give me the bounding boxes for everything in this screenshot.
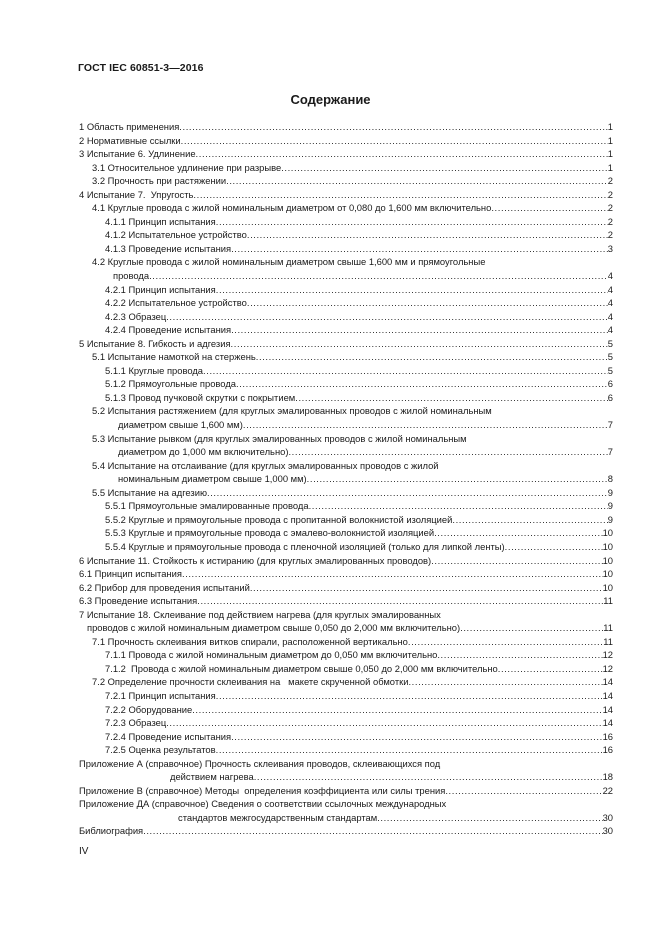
- toc-entry[interactable]: [79, 486, 613, 500]
- toc-page-number: 14: [602, 689, 613, 701]
- toc-entry-text: 7.2.2 Оборудование: [105, 703, 193, 715]
- toc-leader-dots: [166, 716, 602, 730]
- toc-page-number: 2: [607, 229, 613, 241]
- toc-page-number: 14: [602, 676, 613, 688]
- document-header: ГОСТ IEC 60851-3—2016: [78, 62, 204, 74]
- toc-page-number: 10: [602, 568, 613, 580]
- toc-entry-text: 5.5.4 Круглые и прямоугольные провода с пленочной изоляцией (только для липкой ленты): [105, 540, 505, 552]
- toc-leader-dots: [256, 350, 608, 364]
- toc-entry-text: 2 Нормативные ссылки: [79, 134, 181, 146]
- toc-entry-text: 4.2.4 Проведение испытания: [105, 324, 232, 336]
- toc-entry-text: 4.2.2 Испытательное устройство: [105, 297, 247, 309]
- toc-entry[interactable]: [79, 526, 613, 540]
- toc-page-number: 11: [603, 635, 613, 647]
- toc-entry[interactable]: [79, 188, 613, 202]
- toc-entry-text: Приложение А (справочное) Прочность склеивания проводов, склеивающихся под: [79, 757, 441, 769]
- toc-entry[interactable]: [79, 364, 613, 378]
- toc-entry-text: 5.3 Испытание рывком (для круглых эмалированных проводов с жилой номинальным: [92, 432, 467, 444]
- toc-entry[interactable]: [79, 323, 613, 337]
- toc-entry-text: 4.1 Круглые провода с жилой номинальным диаметром от 0,080 до 1,600 мм включительно: [92, 202, 492, 214]
- toc-page-number: 10: [602, 540, 613, 552]
- toc-entry-text: 7.2.3 Образец: [105, 717, 167, 729]
- toc-entry-text: 5.1.2 Прямоугольные провода: [105, 378, 237, 390]
- toc-entry-text: 5.5.2 Круглые и прямоугольные провода с пропитанной волокнистой изоляцией: [105, 513, 453, 525]
- toc-leader-dots: [254, 770, 603, 784]
- toc-entry[interactable]: [79, 499, 613, 513]
- toc-entry[interactable]: [79, 432, 613, 459]
- toc-entry[interactable]: [79, 161, 613, 175]
- toc-entry-text: диаметром до 1,000 мм включительно): [118, 446, 289, 458]
- toc-entry[interactable]: [79, 377, 613, 391]
- toc-entry[interactable]: [79, 581, 613, 595]
- toc-entry[interactable]: [79, 716, 613, 730]
- toc-page-number: 1: [607, 148, 613, 160]
- toc-entry-text: 5.1.3 Провод пучковой скрутки с покрытием: [105, 391, 296, 403]
- toc-entry-text: 5.5 Испытание на адгезию: [92, 486, 207, 498]
- toc-page-number: 18: [602, 771, 613, 783]
- toc-entry-text: 5.1.1 Круглые провода: [105, 364, 204, 376]
- toc-entry[interactable]: [79, 648, 613, 662]
- toc-entry[interactable]: [79, 567, 613, 581]
- toc-entry-text: Библиография: [79, 825, 144, 837]
- page-number: IV: [79, 846, 89, 857]
- toc-entry[interactable]: [79, 134, 613, 148]
- toc-entry-text: 6.1 Принцип испытания: [79, 568, 182, 580]
- toc-page-number: 10: [602, 581, 613, 593]
- table-of-contents: [79, 120, 613, 838]
- toc-page-number: 9: [607, 513, 613, 525]
- toc-leader-dots: [149, 269, 608, 283]
- toc-leader-dots: [236, 377, 608, 391]
- toc-entry-text: 6.3 Проведение испытания: [79, 595, 198, 607]
- toc-entry[interactable]: [79, 554, 613, 568]
- toc-entry-text: 6 Испытание 11. Стойкость к истиранию (для круглых эмалированных проводов): [79, 554, 432, 566]
- toc-page-number: 7: [607, 419, 613, 431]
- toc-entry-text: 7.1.2 Провода с жилой номинальным диаметром свыше 0,050 до 2,000 мм включительно: [105, 662, 498, 674]
- toc-page-number: 8: [607, 473, 613, 485]
- toc-page-number: 11: [603, 622, 613, 634]
- toc-leader-dots: [192, 703, 602, 717]
- toc-page-number: 11: [603, 595, 613, 607]
- toc-entry[interactable]: [79, 404, 613, 431]
- toc-leader-dots: [193, 188, 607, 202]
- toc-leader-dots: [231, 242, 608, 256]
- toc-leader-dots: [216, 689, 603, 703]
- toc-page-number: 6: [607, 378, 613, 390]
- toc-page-number: 3: [607, 242, 613, 254]
- toc-entry-text: провода: [113, 270, 150, 282]
- toc-leader-dots: [434, 526, 602, 540]
- toc-page-number: 12: [602, 662, 613, 674]
- toc-leader-dots: [243, 418, 608, 432]
- toc-leader-dots: [179, 120, 607, 134]
- toc-leader-dots: [295, 391, 608, 405]
- toc-entry[interactable]: [79, 350, 613, 364]
- toc-entry-text: 5.5.3 Круглые и прямоугольные провода с эмалево-волокнистой изоляцией: [105, 527, 435, 539]
- toc-entry[interactable]: [79, 120, 613, 134]
- toc-page-number: 10: [602, 554, 613, 566]
- toc-entry-text: Приложение ДА (справочное) Сведения о соответствии ссылочных международных: [79, 798, 447, 810]
- toc-leader-dots: [505, 540, 603, 554]
- toc-leader-dots: [309, 499, 608, 513]
- toc-page-number: 22: [602, 784, 613, 796]
- toc-page-number: 4: [607, 270, 613, 282]
- toc-leader-dots: [181, 134, 608, 148]
- toc-page-number: 4: [607, 297, 613, 309]
- toc-entry[interactable]: [79, 310, 613, 324]
- toc-entry-text: 4.2.1 Принцип испытания: [105, 283, 216, 295]
- toc-entry-text: 7.2.4 Проведение испытания: [105, 730, 232, 742]
- toc-entry[interactable]: [79, 594, 613, 608]
- toc-entry-text: 4 Испытание 7. Упругость: [79, 188, 194, 200]
- toc-entry[interactable]: [79, 391, 613, 405]
- toc-entry-text: 4.2.3 Образец: [105, 310, 167, 322]
- toc-entry-text: 7 Испытание 18. Склеивание под действием нагрева (для круглых эмалированных: [79, 608, 441, 620]
- toc-entry-text: 5.2 Испытания растяжением (для круглых эмалированных проводов с жилой номинальным: [92, 405, 492, 417]
- toc-leader-dots: [498, 662, 603, 676]
- toc-page-number: 4: [607, 283, 613, 295]
- toc-entry-text: Приложение В (справочное) Методы определения коэффициента или силы трения: [79, 784, 446, 796]
- toc-entry[interactable]: [79, 201, 613, 215]
- toc-leader-dots: [166, 310, 608, 324]
- toc-leader-dots: [216, 283, 608, 297]
- toc-entry[interactable]: [79, 703, 613, 717]
- toc-leader-dots: [288, 445, 607, 459]
- toc-page-number: 14: [602, 703, 613, 715]
- toc-page-number: 9: [607, 500, 613, 512]
- toc-page-number: 2: [607, 188, 613, 200]
- toc-entry[interactable]: [79, 730, 613, 744]
- toc-page-number: 6: [607, 391, 613, 403]
- toc-leader-dots: [143, 824, 602, 838]
- toc-leader-dots: [226, 174, 608, 188]
- toc-entry[interactable]: [79, 635, 613, 649]
- toc-page-number: 2: [607, 175, 613, 187]
- toc-entry-text: диаметром свыше 1,600 мм): [118, 419, 243, 431]
- toc-leader-dots: [491, 201, 607, 215]
- toc-entry[interactable]: [79, 784, 613, 798]
- toc-page-number: 4: [607, 324, 613, 336]
- toc-leader-dots: [452, 513, 607, 527]
- toc-page-number: 12: [602, 649, 613, 661]
- toc-entry[interactable]: [79, 824, 613, 838]
- toc-entry-text: 5.1 Испытание намоткой на стержень: [92, 351, 256, 363]
- toc-entry-text: действием нагрева: [170, 771, 254, 783]
- toc-leader-dots: [460, 621, 603, 635]
- toc-title: Содержание: [290, 92, 371, 107]
- toc-entry-text: 7.1.1 Провода с жилой номинальным диаметром до 0,050 мм включительно: [105, 649, 438, 661]
- toc-entry[interactable]: [79, 513, 613, 527]
- toc-leader-dots: [408, 635, 603, 649]
- toc-entry[interactable]: [79, 242, 613, 256]
- toc-entry-text: 7.2 Определение прочности склеивания на макете скрученной обмотки: [92, 676, 409, 688]
- toc-leader-dots: [231, 337, 608, 351]
- toc-page-number: 2: [607, 202, 613, 214]
- toc-entry[interactable]: [79, 215, 613, 229]
- toc-leader-dots: [216, 215, 608, 229]
- toc-entry[interactable]: [79, 228, 613, 242]
- toc-leader-dots: [231, 730, 603, 744]
- toc-entry[interactable]: [79, 459, 613, 486]
- toc-entry-text: 5.4 Испытание на отслаивание (для круглых эмалированных проводов с жилой: [92, 459, 439, 471]
- toc-leader-dots: [207, 486, 608, 500]
- toc-entry[interactable]: [79, 296, 613, 310]
- toc-leader-dots: [247, 296, 608, 310]
- toc-entry-text: 5.5.1 Прямоугольные эмалированные провода: [105, 500, 309, 512]
- toc-entry[interactable]: [79, 174, 613, 188]
- toc-leader-dots: [247, 228, 608, 242]
- toc-entry[interactable]: [79, 743, 613, 757]
- toc-leader-dots: [431, 554, 602, 568]
- toc-page-number: 2: [607, 215, 613, 227]
- toc-page-number: 10: [602, 527, 613, 539]
- toc-leader-dots: [250, 581, 603, 595]
- toc-page-number: 1: [607, 161, 613, 173]
- toc-leader-dots: [231, 323, 608, 337]
- toc-leader-dots: [445, 784, 602, 798]
- toc-page-number: 7: [607, 446, 613, 458]
- toc-entry[interactable]: [79, 540, 613, 554]
- toc-entry[interactable]: [79, 255, 613, 282]
- toc-entry[interactable]: [79, 675, 613, 689]
- toc-entry-text: 5 Испытание 8. Гибкость и адгезия: [79, 337, 231, 349]
- toc-entry-text: 4.2 Круглые провода с жилой номинальным диаметром свыше 1,600 мм и прямоугольные: [92, 256, 486, 268]
- toc-entry-text: 3 Испытание 6. Удлинение: [79, 148, 196, 160]
- toc-page-number: 5: [607, 337, 613, 349]
- toc-leader-dots: [197, 594, 603, 608]
- toc-leader-dots: [182, 567, 603, 581]
- toc-entry[interactable]: [79, 283, 613, 297]
- toc-page-number: 16: [602, 730, 613, 742]
- toc-page-number: 1: [607, 134, 613, 146]
- toc-entry-text: 7.2.5 Оценка результатов: [105, 744, 216, 756]
- toc-entry[interactable]: [79, 147, 613, 161]
- toc-page-number: 1: [607, 121, 613, 132]
- toc-page-number: 5: [607, 351, 613, 363]
- toc-entry[interactable]: [79, 689, 613, 703]
- toc-page-number: 5: [607, 364, 613, 376]
- toc-leader-dots: [408, 675, 602, 689]
- toc-page-number: 30: [602, 825, 613, 837]
- toc-entry[interactable]: [79, 608, 613, 635]
- toc-entry-text: 4.1.3 Проведение испытания: [105, 242, 232, 254]
- toc-entry[interactable]: [79, 797, 613, 824]
- toc-entry-text: 3.1 Относительное удлинение при разрыве: [92, 161, 282, 173]
- toc-entry-text: 4.1.2 Испытательное устройство: [105, 229, 247, 241]
- toc-entry-text: стандартов межгосударственным стандартам: [178, 811, 378, 823]
- toc-entry-text: 6.2 Прибор для проведения испытаний: [79, 581, 250, 593]
- toc-entry-text: проводов с жилой номинальным диаметром свыше 0,050 до 2,000 мм включительно): [87, 622, 461, 634]
- toc-entry-text: 4.1.1 Принцип испытания: [105, 215, 216, 227]
- toc-leader-dots: [203, 364, 608, 378]
- toc-entry-text: 1 Область применения: [79, 121, 180, 132]
- toc-page-number: 9: [607, 486, 613, 498]
- toc-leader-dots: [281, 161, 608, 175]
- toc-entry-text: 7.2.1 Принцип испытания: [105, 689, 216, 701]
- toc-leader-dots: [437, 648, 602, 662]
- toc-entry[interactable]: [79, 662, 613, 676]
- toc-page-number: 4: [607, 310, 613, 322]
- toc-leader-dots: [196, 147, 608, 161]
- toc-leader-dots: [216, 743, 603, 757]
- toc-page-number: 30: [602, 811, 613, 823]
- toc-entry-text: 7.1 Прочность склеивания витков спирали, расположенной вертикально: [92, 635, 408, 647]
- toc-leader-dots: [307, 472, 608, 486]
- toc-page-number: 14: [602, 717, 613, 729]
- toc-entry[interactable]: [79, 337, 613, 351]
- toc-entry-text: номинальным диаметром свыше 1,000 мм): [118, 473, 307, 485]
- toc-entry[interactable]: [79, 757, 613, 784]
- toc-page-number: 16: [602, 744, 613, 756]
- toc-leader-dots: [377, 811, 602, 825]
- toc-entry-text: 3.2 Прочность при растяжении: [92, 175, 227, 187]
